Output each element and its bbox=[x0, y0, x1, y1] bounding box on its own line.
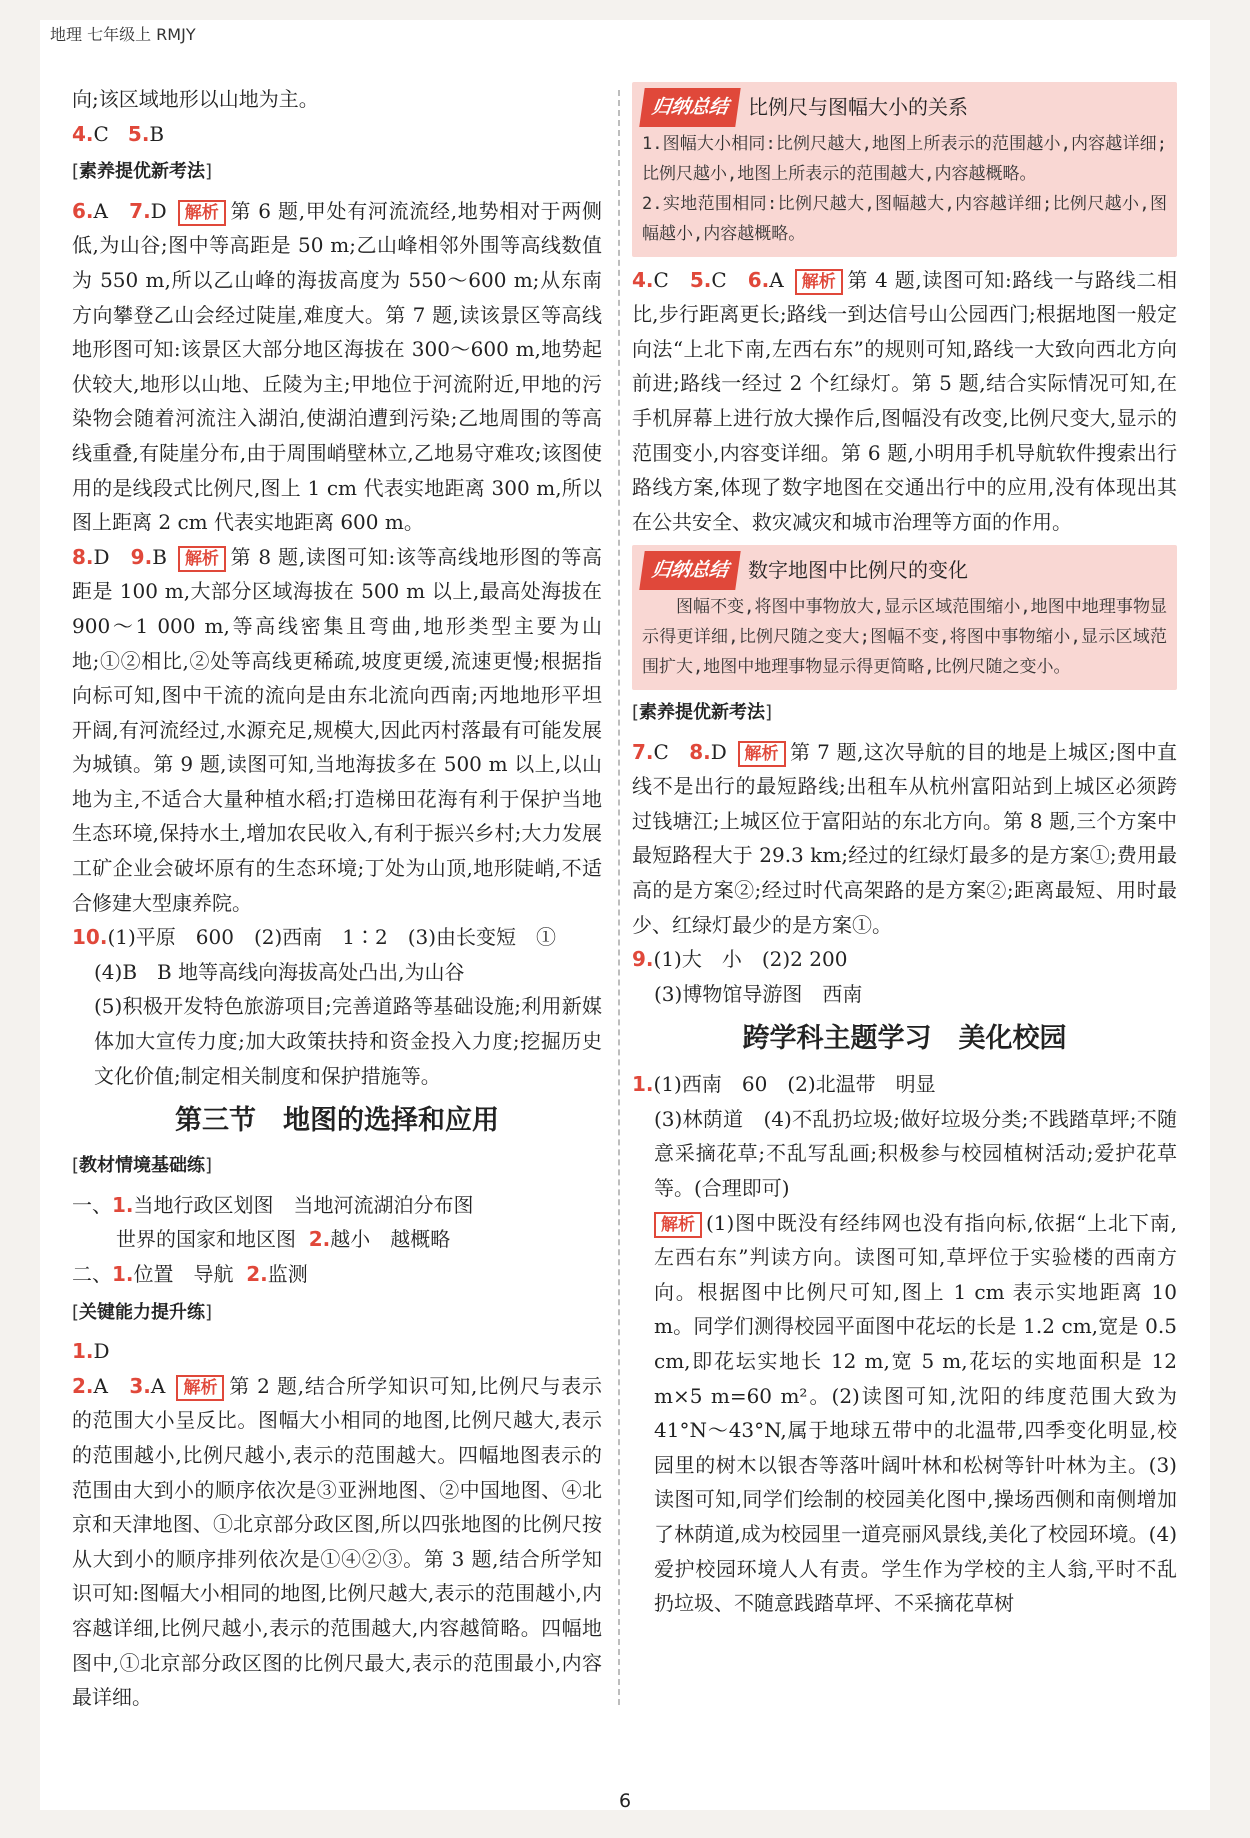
answer: B bbox=[152, 544, 167, 569]
section-label: [关键能力提升练] bbox=[72, 1301, 213, 1323]
analysis-tag: 解析 bbox=[654, 1212, 702, 1238]
q-num: 9. bbox=[130, 544, 153, 569]
q-num: 5. bbox=[127, 121, 150, 146]
answer: (1)平原 600 (2)西南 1∶2 (3)由长变短 ① bbox=[107, 925, 557, 950]
topic-analysis bbox=[632, 1206, 1177, 1621]
left-column bbox=[72, 82, 602, 1715]
column-divider bbox=[618, 90, 620, 1705]
basic-part-1: 一、1.当地行政区划图 当地河流湖泊分布图 bbox=[72, 1192, 474, 1217]
answer-8-9 bbox=[72, 540, 602, 921]
summary-tag: 归纳总结 bbox=[639, 88, 740, 127]
summary-point-2: 2.实地范围相同:比例尺越大,图幅越大,内容越详细;比例尺越小,图幅越小,内容越概略。 bbox=[642, 193, 1167, 244]
summary-text: 图幅不变,将图中事物放大,显示区域范围缩小,地图中地理事物显示得更详细,比例尺随之变大;图幅不变,将图中事物缩小,显示区域范围扩大,地图中地理事物显示得更简略,比例尺随之变小。 bbox=[642, 596, 1167, 677]
answer-10-part4: (4)B B 地等高线向海拔高处凸出,为山谷 bbox=[94, 959, 465, 984]
analysis-text: 第 7 题,这次导航的目的地是上城区;图中直线不是出行的最短路线;出租车从杭州富阳站到上城区必须跨过钱塘江;上城区位于富阳站的东北方向。第 8 题,三个方案中最短路程大于 29.3 km;经过的红绿灯最多的是方案①;费用最高的是方案②;经过时代高架路的是方案②;距离最短、用时最少、红绿灯最少的是方案①。 bbox=[632, 739, 1178, 937]
analysis-tag: 解析 bbox=[178, 200, 226, 226]
section-title: 跨学科主题学习 美化校园 bbox=[742, 1023, 1067, 1055]
summary-point-1: 1.图幅大小相同:比例尺越大,地图上所表示的范围越小,内容越详细;比例尺越小,地图上所表示的范围越大,内容越概略。 bbox=[642, 133, 1167, 184]
key-answer-2-3: 2.A 3.A 解析 第 2 题,结合所学知识可知,比例尺与表示的范围大小呈反比。图幅大小相同的地图,比例尺越大,表示的范围越小,比例尺越小,表示的范围越大。四幅地图表示的范围由大到小的顺序依次是③亚洲地图、②中国地图、④北京和天津地图、①北京部分政区图,所以四张地图的比例尺按从大到小的顺序排列依次是①④②③。第 3 题,结合所学知识可知:图幅大小相同的地图,比例尺越大,表示的范围越小,内容越详细,比例尺越小,表示的范围越大,内容越简略。四幅地图中,①北京部分政区图的比例尺最大,表示的范围最小,内容最详细。 bbox=[72, 1373, 603, 1710]
summary-title: 比例尺与图幅大小的关系 bbox=[748, 95, 969, 119]
answer-9: 9.(1)大 小 (2)2 200 bbox=[632, 947, 848, 972]
analysis-text: 第 4 题,读图可知:路线一与路线二相比,步行距离更长;路线一到达信号山公园西门;根据地图一般定向法“上北下南,左西右东”的规则可知,路线一大致向西北方向前进;路线一经过 2 个红绿灯。第 5 题,结合实际情况可知,在手机屏幕上进行放大操作后,图幅没有改变,比例尺变大,显示的范围变小,内容变详细。第 6 题,小明用手机导航软件搜索出行路线方案,体现了数字地图在交通出行中的应用,没有体现出其在公共安全、救灾减灾和城市治理等方面的作用。 bbox=[632, 267, 1177, 534]
analysis-text: 第 6 题,甲处有河流流经,地势相对于两侧低,为山谷;图中等高距是 50 m;乙山峰相邻外围等高线数值为 550 m,所以乙山峰的海拔高度为 550～600 m;从东南方向攀登乙山会经过陡崖,难度大。第 7 题,读该景区等高线地形图可知:该景区大部分地区海拔在 300～600 m,地势起伏较大,地形以山地、丘陵为主;甲地位于河流附近,甲地的污染物会随着河流注入湖泊,使湖泊遭到污染;乙地周围的等高线重叠,有陡崖分布,由于周围峭壁林立,乙地易守难攻;该图使用的是线段式比例尺,图上 1 cm 代表实地距离 300 m,所以图上距离 2 cm 代表实地距离 600 m。 bbox=[72, 198, 602, 535]
key-answer-1: 1.D bbox=[72, 1339, 110, 1364]
analysis-tag: 解析 bbox=[738, 741, 786, 767]
topic-answer-1: 1.(1)西南 60 (2)北温带 明显 bbox=[632, 1072, 936, 1097]
right-column bbox=[632, 82, 1177, 1621]
answer-continuation: 向;该区域地形以山地为主。 bbox=[72, 87, 319, 111]
section-label: [教材情境基础练] bbox=[72, 1155, 213, 1177]
summary-box-scale-size bbox=[632, 82, 1177, 257]
q-num: 10. bbox=[72, 925, 108, 950]
summary-box-digital-map bbox=[632, 545, 1177, 690]
answer: D bbox=[150, 198, 167, 223]
analysis-text: (1)图中既没有经纬网也没有指向标,依据“上北下南,左西右东”判读方向。读图可知,草坪位于实验楼的西南方向。根据图中比例尺可知,图上 1 cm 表示实地距离 10 m。同学们测得校园平面图中花坛的长是 1.2 cm,宽是 0.5 cm,即花坛实地长 12 m,宽 5 m,花坛的实地面积是 12 m×5 m=60 m²。(2)读图可知,沈阳的纬度范围大致为 41°N～43°N,属于地球五带中的北温带,四季变化明显,校园里的树木以银杏等落叶阔叶林和松树等针叶林为主。(3)读图可知,同学们绘制的校园美化图中,操场西侧和南侧增加了林荫道,成为校园里一道亮丽风景线,美化了校园环境。(4)爱护校园环境人人有责。学生作为学校的主人翁,平时不乱扔垃圾、不随意践踏草坪、不采摘花草树 bbox=[654, 1210, 1177, 1616]
basic-part-1-cont: 世界的国家和地区图 2.越小 越概略 bbox=[116, 1227, 451, 1252]
analysis-tag: 解析 bbox=[795, 269, 843, 295]
analysis-tag: 解析 bbox=[176, 1375, 224, 1401]
summary-title: 数字地图中比例尺的变化 bbox=[748, 558, 969, 583]
answer: D bbox=[93, 544, 110, 569]
analysis-text: 第 8 题,读图可知:该等高线地形图的等高距是 100 m,大部分区域海拔在 500 m 以上,最高处海拔在 900～1 000 m,等高线密集且弯曲,地形类型主要为山地;①②相比,②处等高线更稀疏,坡度更缓,流速更慢;根据指向标可知,图中干流的流向是由东北流向西南;丙地地形平坦开阔,有河流经过,水源充足,规模大,因此丙村落最有可能发展为城镇。第 9 题,读图可知,当地海拔多在 500 m 以上,以山地为主,不适合大量种植水稻;打造梯田花海有利于保护当地生态环境,保持水土,增加农民收入,有利于振兴乡村;大力发展工矿企业会破坏原有的生态环境;丁处为山顶,地形陡峭,不适合修建大型康养院。 bbox=[72, 544, 603, 915]
q-num: 6. bbox=[72, 198, 94, 223]
analysis-text: 第 2 题,结合所学知识可知,比例尺与表示的范围大小呈反比。图幅大小相同的地图,比例尺越大,表示的范围越小,比例尺越小,表示的范围越大。四幅地图表示的范围由大到小的顺序依次是③亚洲地图、②中国地图、④北京和天津地图、①北京部分政区图,所以四张地图的比例尺按从大到小的顺序排列依次是①④②③。第 3 题,结合所学知识可知:图幅大小相同的地图,比例尺越大,表示的范围越小,内容越详细,比例尺越小,表示的范围越大,内容越简略。四幅地图中,①北京部分政区图的比例尺最大,表示的范围最小,内容最详细。 bbox=[72, 1373, 603, 1710]
q-num: 8. bbox=[72, 544, 94, 569]
answer: B bbox=[149, 121, 165, 146]
page-number: 6 bbox=[618, 1790, 632, 1812]
answer-7-8: 7.C 8.D 解析 第 7 题,这次导航的目的地是上城区;图中直线不是出行的最短路线;出租车从杭州富阳站到上城区必须跨过钱塘江;上城区位于富阳站的东北方向。第 8 题,三个方案中最短路程大于 29.3 km;经过的红绿灯最多的是方案①;费用最高的是方案②;经过时代高架路的是方案②;距离最短、用时最少、红绿灯最少的是方案①。 bbox=[632, 739, 1178, 937]
section-label: [素养提优新考法] bbox=[632, 701, 773, 723]
section-title: 第三节 地图的选择和应用 bbox=[175, 1105, 499, 1137]
answer-4-6: 4.C 5.C 6.A 解析 第 4 题,读图可知:路线一与路线二相比,步行距离更长;路线一到达信号山公园西门;根据地图一般定向法“上北下南,左西右东”的规则可知,路线一大致向西北方向前进;路线一经过 2 个红绿灯。第 5 题,结合实际情况可知,在手机屏幕上进行放大操作后,图幅没有改变,比例尺变大,显示的范围变小,内容变详细。第 6 题,小明用手机导航软件搜索出行路线方案,体现了数字地图在交通出行中的应用,没有体现出其在公共安全、救灾减灾和城市治理等方面的作用。 bbox=[632, 267, 1177, 534]
q-num: 7. bbox=[129, 198, 151, 223]
answer: C bbox=[93, 121, 109, 146]
answer-4-5 bbox=[72, 117, 602, 152]
analysis-tag: 解析 bbox=[178, 546, 226, 572]
answer-10-part5: (5)积极开发特色旅游项目;完善道路等基础设施;利用新媒体加大宣传力度;加大政策扶持和资金投入力度;挖掘历史文化价值;制定相关制度和保护措施等。 bbox=[94, 994, 602, 1088]
answer-9-part3: (3)博物馆导游图 西南 bbox=[654, 981, 863, 1006]
running-header: 地理 七年级上 RMJY bbox=[50, 25, 196, 44]
answer: A bbox=[93, 198, 108, 223]
section-label: [素养提优新考法] bbox=[72, 161, 213, 183]
q-num: 4. bbox=[72, 121, 94, 146]
topic-answer-1-cont: (3)林荫道 (4)不乱扔垃圾;做好垃圾分类;不践踏草坪;不随意采摘花草;不乱写乱画;积极参与校园植树活动;爱护花草等。(合理即可) bbox=[654, 1106, 1177, 1201]
summary-tag: 归纳总结 bbox=[639, 551, 740, 590]
answer-6-7 bbox=[72, 194, 602, 540]
answer-10 bbox=[72, 920, 602, 955]
basic-part-2: 二、1.位置 导航 2.监测 bbox=[72, 1262, 308, 1286]
